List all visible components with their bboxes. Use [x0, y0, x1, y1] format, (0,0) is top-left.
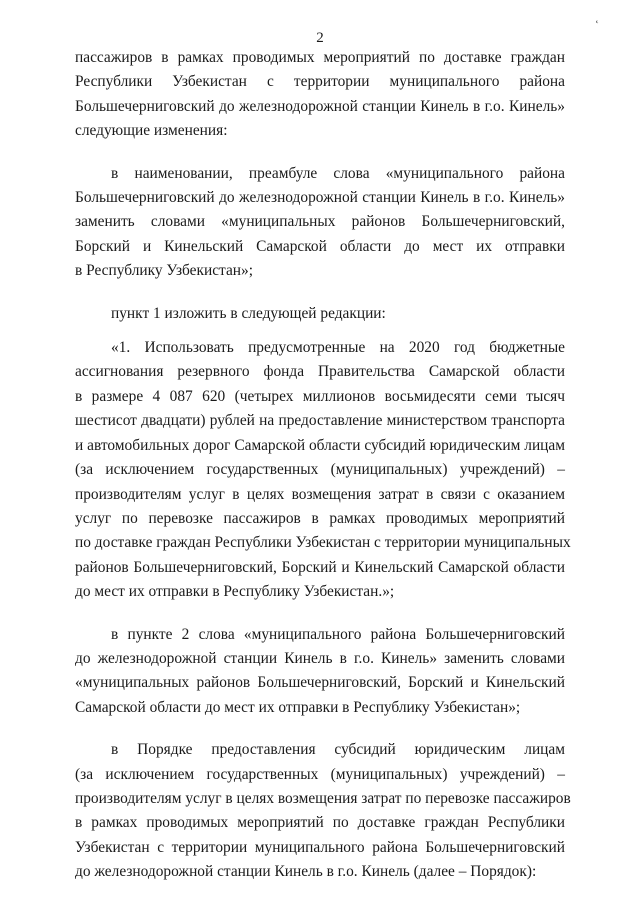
text-line: до железнодорожной станции Кинель в г.о. Кинель» заменить словами	[75, 649, 565, 667]
text-line: «1. Использовать предусмотренные на 2020 год бюджетные	[111, 339, 565, 357]
text-line: Большечерниговский до железнодорожной станции Кинель в г.о. Кинель»	[75, 189, 565, 207]
text-line: в рамках проводимых мероприятий по доставке граждан Республики	[75, 814, 565, 832]
text-line: Узбекистан с территории муниципального района Большечерниговский	[75, 838, 565, 856]
paragraph-point-2	[75, 623, 565, 721]
text-line: и автомобильных дорог Самарской области субсидий юридическим лицам	[75, 436, 565, 454]
text-line: Большечерниговский до железнодорожной станции Кинель в г.о. Кинель»	[75, 97, 565, 115]
corner-mark: ˛	[594, 9, 604, 25]
document-body	[75, 46, 571, 885]
paragraph-procedure	[75, 738, 571, 884]
text-line: в пункте 2 слова «муниципального района Большечерниговский	[111, 625, 565, 643]
page-number: 2	[316, 30, 324, 46]
paragraph-amendment-context	[75, 46, 565, 144]
text-line: шестисот двадцати) рублей на предоставление министерством транспорта	[75, 412, 565, 430]
text-line: следующие изменения:	[75, 122, 228, 140]
text-line: в Порядке предоставления субсидий юридическим лицам	[111, 741, 565, 759]
text-line: по доставке граждан Республики Узбекистан с территории муниципальных	[75, 534, 571, 552]
text-line: «муниципальных районов Большечерниговский, Борский и Кинельский	[75, 674, 565, 692]
text-line: производителям услуг в целях возмещения затрат в связи с оказанием	[75, 485, 565, 503]
text-line: в наименовании, преамбуле слова «муниципального района	[111, 164, 565, 182]
text-line: (за исключением государственных (муниципальных) учреждений) –	[75, 461, 565, 479]
text-line: районов Большечерниговский, Борский и Кинельский Самарской области	[75, 558, 565, 576]
text-line: Борский и Кинельский Самарской области до мест их отправки	[75, 237, 565, 255]
paragraph-point-1-text	[75, 336, 571, 604]
text-line: ассигнования резервного фонда Правительства Самарской области	[75, 363, 565, 381]
text-line: заменить словами «муниципальных районов Большечерниговский,	[75, 213, 565, 231]
text-line: Республики Узбекистан с территории муниципального района	[75, 73, 565, 91]
text-line: услуг по перевозке пассажиров в рамках проводимых мероприятий	[75, 509, 565, 527]
paragraph-point-1-intro	[75, 302, 565, 326]
text-line: в размере 4 087 620 (четырех миллионов восьмидесяти семи тысяч	[75, 387, 565, 405]
text-line: Самарской области до мест их отправки в Республику Узбекистан»;	[75, 698, 521, 716]
text-line: пассажиров в рамках проводимых мероприятий по доставке граждан	[75, 49, 565, 66]
text-line: до железнодорожной станции Кинель в г.о. Кинель (далее – Порядок):	[75, 863, 537, 881]
paragraph-title-preamble	[75, 162, 565, 284]
text-line: до мест их отправки в Республику Узбекистан.»;	[75, 583, 395, 601]
text-line: производителям услуг в целях возмещения затрат по перевозке пассажиров	[75, 789, 571, 807]
text-line: пункт 1 изложить в следующей редакции:	[111, 304, 386, 322]
text-line: в Республику Узбекистан»;	[75, 262, 253, 280]
text-line: (за исключением государственных (муниципальных) учреждений) –	[75, 765, 565, 783]
